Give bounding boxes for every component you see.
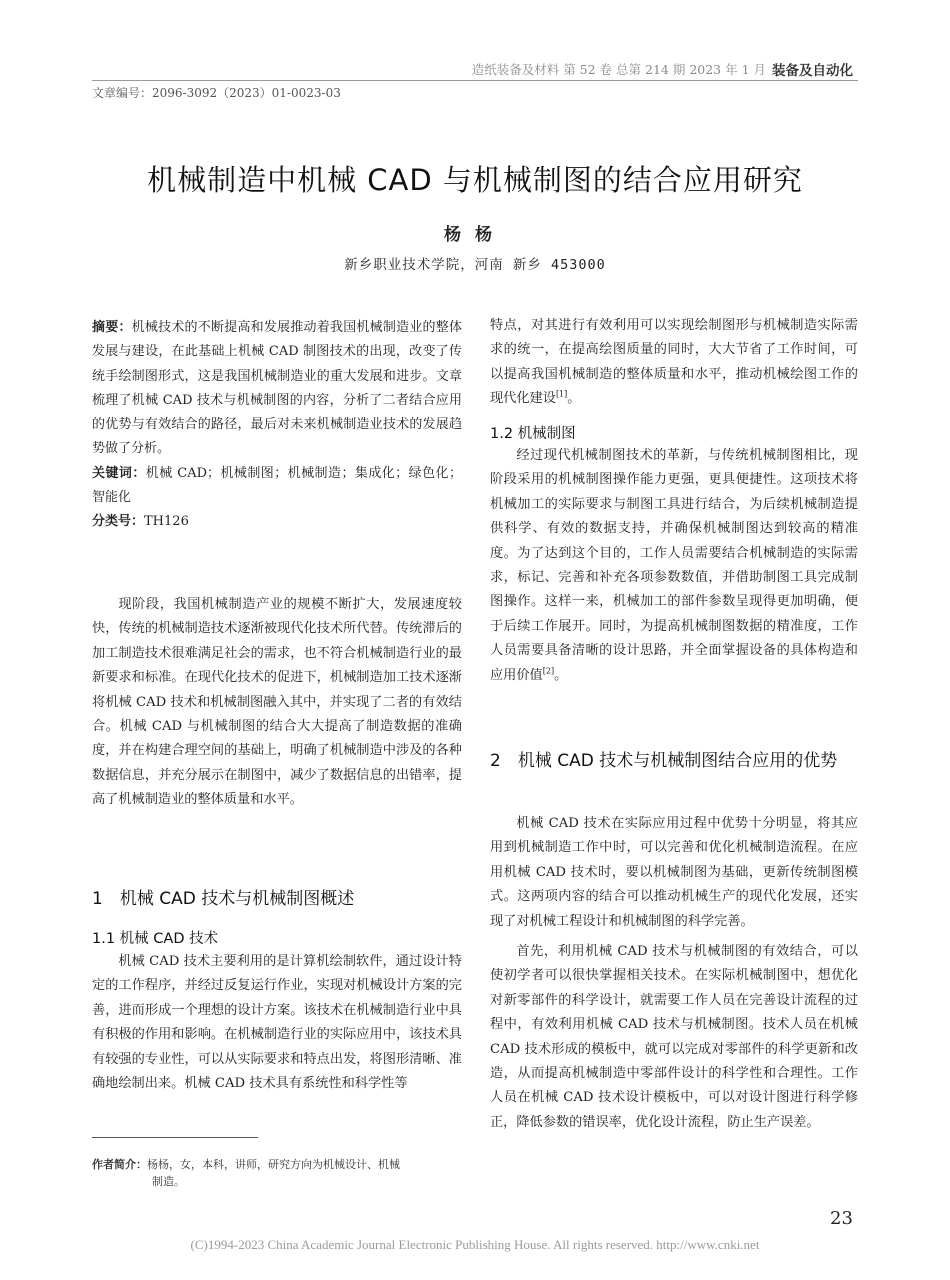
continued-text: 特点，对其进行有效利用可以实现绘制图形与机械制造实际需求的统一，在提高绘图质量的同时，大大节省了工作时间，可以提高我国机械制造的整体质量和水平，推动机械绘图工作的现代化建设 [490, 318, 858, 407]
author-footnote [92, 1156, 462, 1190]
section-1-1-heading: 1.1 机械 CAD 技术 [92, 931, 219, 947]
intro-paragraph-block [92, 593, 462, 813]
classification-code: TH126 [144, 514, 189, 530]
classification [92, 510, 462, 534]
article-number: 文章编号：2096-3092（2023）01-0023-03 [92, 86, 341, 100]
section-2-block [490, 812, 858, 1135]
section-1-1-continued [490, 314, 858, 412]
affiliation: 新乡职业技术学院，河南 新乡 453000 [344, 257, 606, 273]
section-1-heading: 1 机械 CAD 技术与机械制图概述 [92, 889, 355, 909]
citation-2: [2] [542, 666, 555, 676]
section-2-paragraph-2: 首先，利用机械 CAD 技术与机械制图的有效结合，可以使初学者可以很快掌握相关技术。在实际机械制图中，想优化对新零部件的科学设计，就需要工作人员在完善设计流程的过程中，有效利用机械 CAD 技术与机械制图。技术人员在机械 CAD 技术形成的模板中，就可以完成对零部件的科学更新和改造，从而提高机械制造中零部件设计的科学性和合理性。工作人员在机械 CAD 技术设计模板中，可以对设计图进行科学修正，降低参数的错误率，优化设计流程，防止生产误差。 [490, 944, 858, 1130]
keywords-label: 关键词： [92, 465, 146, 481]
section-1-2-paragraph [490, 444, 858, 688]
section-1-1-block [92, 950, 462, 1096]
section-1-2-text: 经过现代机械制图技术的革新，与传统机械制图相比，现阶段采用的机械制图操作能力更强，更具便捷性。这项技术将机械加工的实际要求与制图工具进行结合，为后续机械制造提供科学、有效的数据支持，并确保机械制图达到较高的精准度。为了达到这个目的，工作人员需要结合机械制造的实际需求，标记、完善和补充各项参数数值，并借助制图工具完成制图操作。这样一来，机械加工的部件参数呈现得更加明确，便于后续工作展开。同时，为提高机械制图数据的精准度，工作人员需要具备清晰的设计思路，并全面掌握设备的具体构造和应用价值 [490, 448, 858, 683]
paper-title: 机械制造中机械 CAD 与机械制图的结合应用研究 [147, 163, 803, 197]
header-rule [92, 80, 858, 81]
section-2-heading: 2 机械 CAD 技术与机械制图结合应用的优势 [490, 751, 838, 771]
section-1-2-block [490, 444, 858, 688]
author-name: 杨杨 [444, 225, 506, 245]
abstract [92, 316, 462, 462]
section-2-paragraph-1: 机械 CAD 技术在实际应用过程中优势十分明显，将其应用到机械制造工作中时，可以完善和优化机械制造流程。在应用机械 CAD 技术时，要以机械制图为基础，更新传统制图模式。这两项内容的结合可以推动机械生产的现代化发展，还实现了对机械工程设计和机械制图的科学完善。 [490, 816, 858, 929]
abstract-text: 机械技术的不断提高和发展推动着我国机械制造业的整体发展与建设，在此基础上机械 CAD 制图技术的出现，改变了传统手绘制图形式，这是我国机械制造业的重大发展和进步。文章梳理了机械 CAD 技术与机械制图的内容，分析了二者结合应用的优势与有效结合的路径，最后对未来机械制造业技术的发展趋势做了分析。 [92, 320, 462, 457]
classification-label: 分类号： [92, 514, 145, 530]
footnote-label: 作者简介： [92, 1158, 147, 1171]
citation-1: [1] [555, 389, 568, 399]
keywords [92, 462, 462, 511]
section-1-2-heading: 1.2 机械制图 [490, 426, 576, 442]
footnote-rule [92, 1137, 258, 1138]
section-1-1-continued-block [490, 314, 858, 412]
intro-paragraph: 现阶段，我国机械制造产业的规模不断扩大，发展速度较快，传统的机械制造技术逐渐被现代化技术所代替。传统滞后的加工制造技术很难满足社会的需求，也不符合机械制造行业的最新要求和标准。在现代化技术的促进下，机械制造加工技术逐渐将机械 CAD 技术和机械制图融入其中，并实现了二者的有效结合。机械 CAD 与机械制图的结合大大提高了制造数据的准确度，并在构建合理空间的基础上，明确了机械制造中涉及的各种数据信息，并充分展示在制图中，减少了数据信息的出错率，提高了机械制造业的整体质量和水平。 [92, 597, 462, 808]
section-1-1-paragraph: 机械 CAD 技术主要利用的是计算机绘制软件，通过设计特定的工作程序，并经过反复运行作业，实现对机械设计方案的完善，进而形成一个理想的设计方案。该技术在机械制造行业中具有积极的作用和影响。在机械制造行业的实际应用中，该技术具有较强的专业性，可以从实际要求和特点出发，将图形清晰、准确地绘制出来。机械 CAD 技术具有系统性和科学性等 [92, 954, 462, 1092]
section-tag: 装备及自动化 [772, 63, 853, 79]
abstract-label: 摘要： [92, 320, 132, 335]
journal-info: 造纸装备及材料 第 52 卷 总第 214 期 2023 年 1 月 [471, 62, 766, 77]
page-number: 23 [830, 1208, 853, 1229]
copyright-footer: (C)1994-2023 China Academic Journal Electronic Publishing House. All rights reserved. http://www.cnki.net [190, 1237, 760, 1252]
footnote-text-cont: 制造。 [152, 1175, 185, 1188]
footnote-text: 杨杨，女，本科，讲师，研究方向为机械设计、机械 [147, 1158, 400, 1171]
continued-text-end: 。 [567, 391, 581, 407]
section-1-2-text-end: 。 [554, 667, 568, 683]
abstract-block [92, 316, 462, 535]
keywords-text: 机械 CAD；机械制图；机械制造；集成化；绿色化；智能化 [92, 465, 462, 506]
